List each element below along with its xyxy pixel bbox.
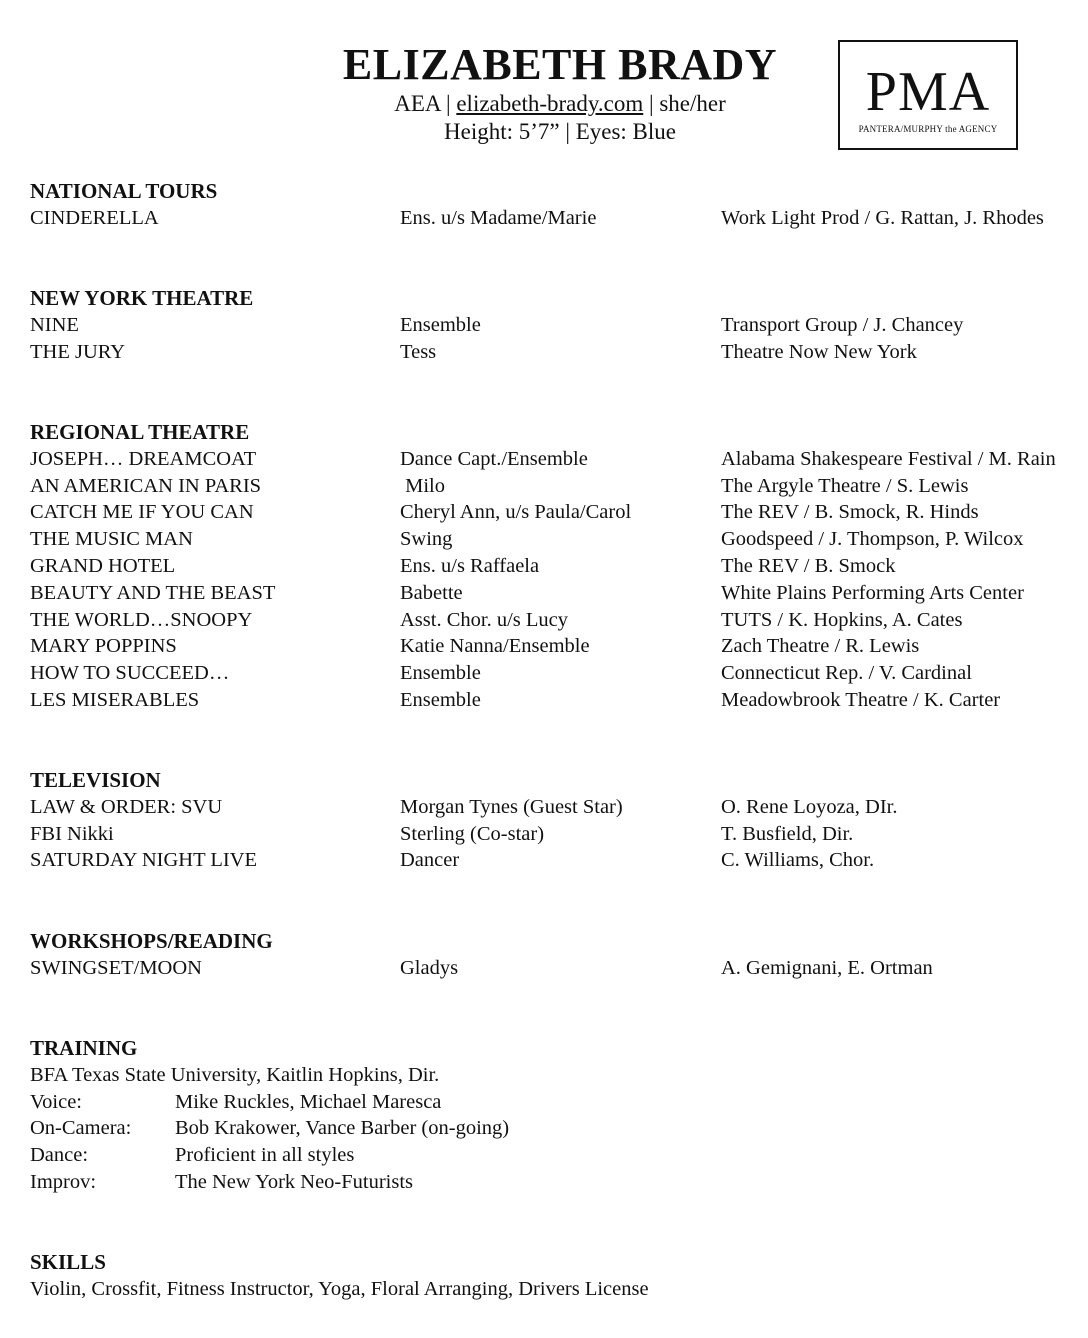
company-director: Theatre Now New York [721,340,917,363]
separator: | [643,91,660,116]
company-director: Meadowbrook Theatre / K. Carter [721,688,1001,711]
company-director: O. Rene Loyoza, DIr. [721,795,898,818]
company-director: Zach Theatre / R. Lewis [721,635,920,658]
role: Tess [400,340,437,363]
company-director: A. Gemignani, E. Ortman [721,956,933,979]
section-training [30,1035,1080,1196]
role: Asst. Chor. u/s Lucy [400,608,568,631]
skills-list [30,1276,1080,1303]
role: Morgan Tynes (Guest Star) [400,795,623,818]
credit-row [30,821,1080,848]
section-title: NATIONAL TOURS [30,179,218,203]
website-link[interactable]: elizabeth-brady.com [456,91,644,116]
company-director: Work Light Prod / G. Rattan, J. Rhodes [721,206,1044,229]
credit-row [30,499,1080,526]
training-row [30,1115,1080,1142]
training-value: Bob Krakower, Vance Barber (on-going) [175,1117,510,1140]
section-title: TELEVISION [30,768,161,792]
show-title: SWINGSET/MOON [30,956,202,979]
training-row [30,1169,1080,1196]
training-value: The New York Neo-Futurists [175,1170,414,1193]
section-title: SKILLS [30,1250,106,1274]
agency-logo-mark: PMA [865,61,991,123]
training-label: Dance: [30,1144,89,1167]
section-workshops-reading [30,928,1080,982]
show-title: CATCH ME IF YOU CAN [30,501,254,524]
pronouns: she/her [659,91,726,116]
show-title: THE JURY [30,340,126,363]
section-television [30,767,1080,874]
degree-text: BFA Texas State University, Kaitlin Hopkins, Dir. [30,1063,440,1086]
show-title: LES MISERABLES [30,688,200,711]
company-director: White Plains Performing Arts Center [721,581,1024,604]
credit-row [30,687,1080,714]
training-row [30,1142,1080,1169]
credit-row [30,955,1080,982]
show-title: BEAUTY AND THE BEAST [30,581,276,604]
union-affiliation: AEA [394,91,441,116]
show-title: JOSEPH… DREAMCOAT [30,447,257,470]
role: Ensemble [400,688,481,711]
physical-stats: Height: 5’7” | Eyes: Blue [444,119,676,144]
show-title: SATURDAY NIGHT LIVE [30,849,258,872]
company-director: C. Williams, Chor. [721,849,875,872]
role: Dance Capt./Ensemble [400,447,588,470]
training-value: Proficient in all styles [175,1144,355,1167]
training-row [30,1089,1080,1116]
role: Dancer [400,849,460,872]
section-title: REGIONAL THEATRE [30,420,250,444]
credit-row [30,580,1080,607]
training-label: Voice: [30,1090,83,1113]
show-title: GRAND HOTEL [30,554,176,577]
credit-row [30,205,1080,232]
performer-name: ELIZABETH BRADY [342,40,778,89]
agency-logo-name: PANTERA/MURPHY the AGENCY [858,124,998,134]
role: Sterling (Co-star) [400,822,545,845]
company-director: The REV / B. Smock, R. Hinds [721,501,979,524]
company-director: Alabama Shakespeare Festival / M. Rain [721,447,1056,470]
company-director: Connecticut Rep. / V. Cardinal [721,662,972,685]
role: Gladys [400,956,459,979]
section-new-york-theatre [30,285,1080,365]
credit-row [30,847,1080,874]
credit-row [30,473,1080,500]
credit-row [30,312,1080,339]
role: Swing [400,528,453,551]
role: Milo [400,474,445,497]
training-label: On-Camera: [30,1117,132,1140]
credit-row [30,553,1080,580]
show-title: AN AMERICAN IN PARIS [30,474,262,497]
section-skills [30,1249,1080,1303]
separator: | [440,91,457,116]
agency-logo [838,40,1018,150]
section-national-tours [30,178,1080,232]
credit-row [30,794,1080,821]
role: Ens. u/s Madame/Marie [400,206,597,229]
section-title: WORKSHOPS/READING [30,929,273,953]
company-director: Transport Group / J. Chancey [721,313,964,336]
section-regional-theatre [30,419,1080,714]
credit-row [30,446,1080,473]
role: Ensemble [400,313,481,336]
role: Katie Nanna/Ensemble [400,635,590,658]
credit-row [30,526,1080,553]
role: Babette [400,581,463,604]
show-title: THE WORLD…SNOOPY [30,608,253,631]
company-director: T. Busfield, Dir. [721,822,854,845]
training-value: Mike Ruckles, Michael Maresca [175,1090,442,1113]
training-degree [30,1062,1080,1089]
show-title: LAW & ORDER: SVU [30,795,223,818]
skills-text: Violin, Crossfit, Fitness Instructor, Yoga, Floral Arranging, Drivers License [30,1277,649,1300]
show-title: CINDERELLA [30,206,159,229]
company-director: Goodspeed / J. Thompson, P. Wilcox [721,528,1024,551]
role: Cheryl Ann, u/s Paula/Carol [400,501,632,524]
credit-row [30,607,1080,634]
company-director: The REV / B. Smock [721,554,896,577]
company-director: TUTS / K. Hopkins, A. Cates [721,608,963,631]
role: Ens. u/s Raffaela [400,554,540,577]
show-title: NINE [30,313,79,336]
show-title: HOW TO SUCCEED… [30,662,230,685]
credit-row [30,339,1080,366]
show-title: THE MUSIC MAN [30,528,193,551]
section-title: TRAINING [30,1036,138,1060]
credit-row [30,633,1080,660]
show-title: MARY POPPINS [30,635,177,658]
role: Ensemble [400,662,481,685]
company-director: The Argyle Theatre / S. Lewis [721,474,969,497]
training-label: Improv: [30,1170,97,1193]
section-title: NEW YORK THEATRE [30,286,254,310]
credit-row [30,660,1080,687]
show-title: FBI Nikki [30,822,114,845]
